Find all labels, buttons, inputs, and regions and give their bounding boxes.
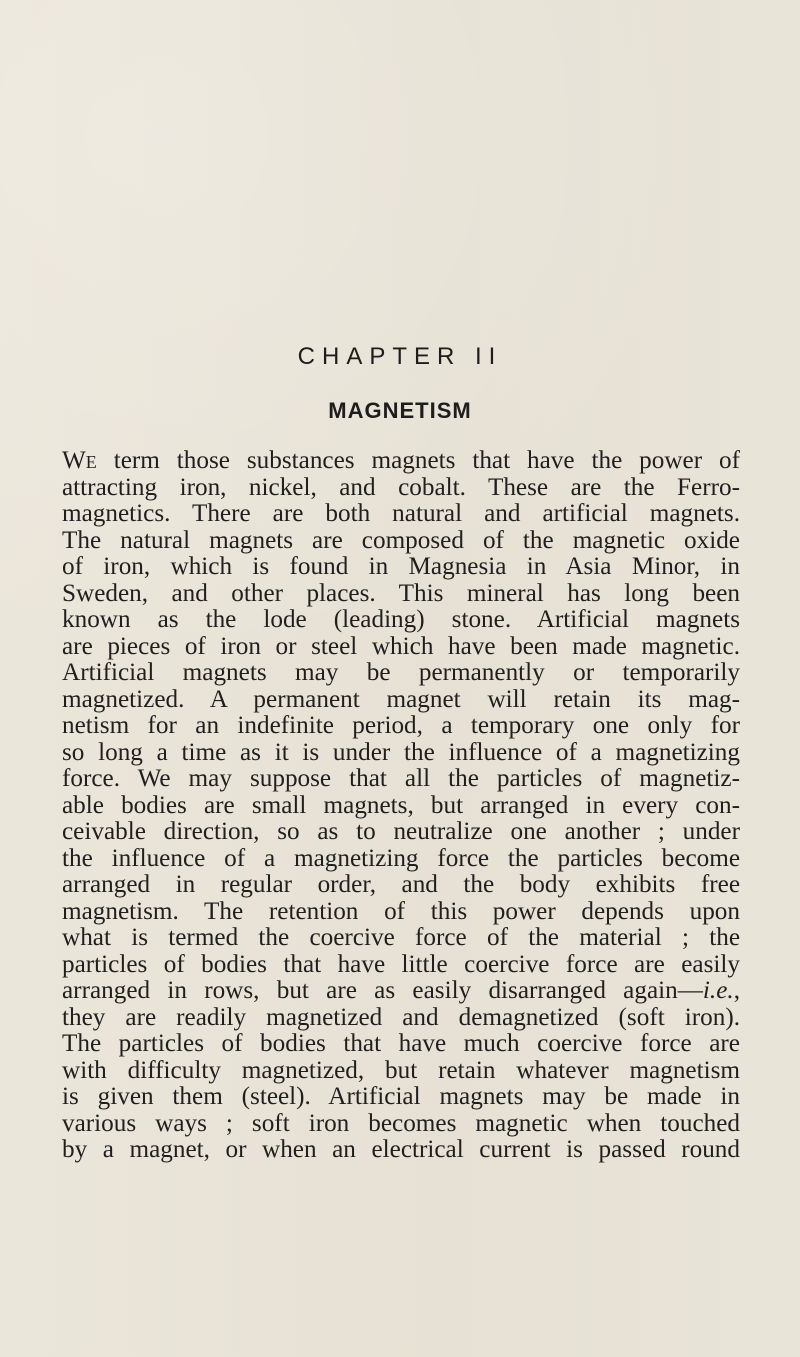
line-text: ,	[733, 977, 740, 1004]
paragraph-line: attracting iron, nickel, and cobalt. These are the Ferro-	[62, 473, 740, 501]
paragraph-line: magnetism. The retention of this power depends upon	[62, 897, 740, 925]
paragraph-line: of iron, which is found in Magnesia in Asia Minor, in	[62, 553, 740, 580]
paragraph-line: are pieces of iron or steel which have been made magnetic.	[62, 632, 740, 660]
paragraph-line: is given them (steel). Artificial magnets may be made in	[62, 1083, 740, 1110]
paragraph-line: able bodies are small magnets, but arranged in every con-	[62, 791, 740, 819]
paragraph-line: so long a time as it is under the influence of a magnetizing	[62, 738, 740, 766]
chapter-label: CHAPTER II	[297, 343, 503, 370]
line-text: arranged in rows, but are as easily disarranged again—	[62, 977, 703, 1004]
line-text: term those substances magnets that have the power of	[96, 447, 740, 474]
chapter-title: MAGNETISM	[328, 398, 472, 423]
drop-word-rest: e	[85, 447, 97, 474]
paragraph-line: particles of bodies that have little coercive force are easily	[62, 950, 740, 978]
paragraph-line: the influence of a magnetizing force the particles become	[62, 844, 740, 872]
paragraph-line: with difficulty magnetized, but retain whatever magnetism	[62, 1056, 740, 1084]
paragraph-line: force. We may suppose that all the particles of magnetiz-	[62, 765, 740, 792]
paragraph-line: arranged in regular order, and the body exhibits free	[62, 871, 740, 898]
paragraph-line: what is termed the coercive force of the material ; the	[62, 924, 740, 951]
italic-abbreviation: i.e.	[702, 977, 734, 1004]
drop-word-initial: W	[62, 447, 86, 474]
paragraph-line: Sweden, and other places. This mineral has long been	[62, 579, 740, 607]
paragraph-line: magnetics. There are both natural and artificial magnets.	[62, 500, 740, 527]
paragraph-line: by a magnet, or when an electrical current is passed round	[62, 1136, 740, 1163]
paragraph-line: The natural magnets are composed of the magnetic oxide	[62, 526, 740, 554]
paragraph-line: Artificial magnets may be permanently or temporarily	[62, 659, 740, 686]
paragraph-line: they are readily magnetized and demagnetized (soft iron).	[62, 1003, 740, 1031]
paragraph-line: magnetized. A permanent magnet will retain its mag-	[62, 685, 740, 713]
paragraph-line: known as the lode (leading) stone. Artificial magnets	[62, 606, 740, 633]
paragraph-line	[62, 978, 740, 1005]
paragraph-line: various ways ; soft iron becomes magnetic when touched	[62, 1109, 740, 1137]
paragraph-line: ceivable direction, so as to neutralize one another ; under	[62, 818, 740, 845]
chapter-body	[62, 448, 740, 1164]
paragraph-line: The particles of bodies that have much coercive force are	[62, 1030, 740, 1057]
paragraph-line	[62, 448, 740, 475]
paragraph-line: netism for an indefinite period, a temporary one only for	[62, 712, 740, 739]
